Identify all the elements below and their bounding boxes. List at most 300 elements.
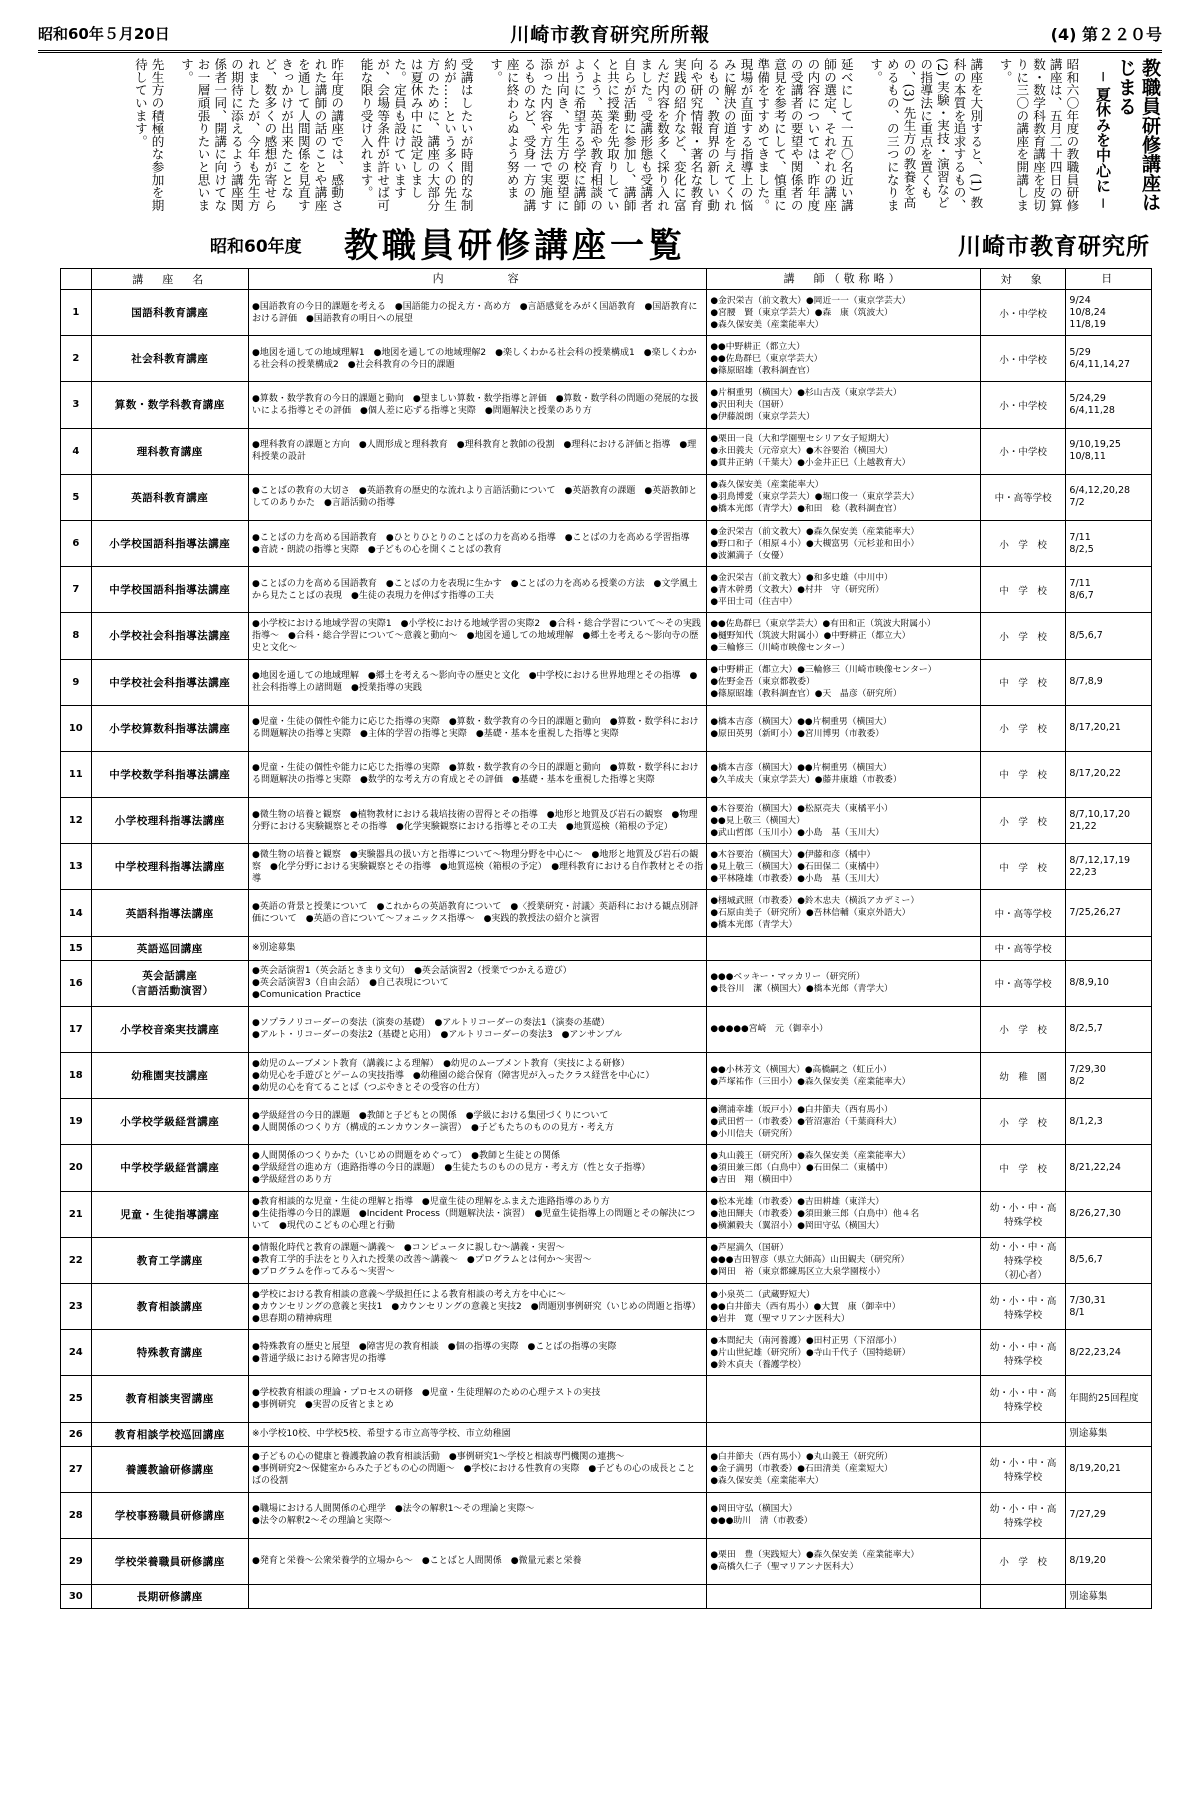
course-number — [61, 1099, 92, 1145]
course-name-text: 英語巡回講座 — [136, 942, 203, 955]
course-instructors-text: ●橋本吉彦（横国大）●●片桐重男（横国大） ●原田英男（新町小）●宮川博男（市教委） — [710, 717, 892, 740]
course-instructors-text: ●●●●●宮崎 元（御幸小） — [710, 1024, 828, 1035]
course-target — [980, 567, 1066, 613]
course-number — [61, 1237, 92, 1283]
course-dates-text: 8/19,20,21 — [1069, 1463, 1121, 1475]
course-name-text: 理科教育講座 — [136, 445, 203, 458]
course-dates — [1066, 798, 1152, 844]
course-number-text: 23 — [68, 1301, 83, 1313]
course-dates-text: 8/7,8,9 — [1069, 676, 1103, 688]
course-content-text: ●小学校における地域学習の実際1 ●小学校における地域学習の実際2 ●合科・総合学習について〜その実践指導〜 ●合科・総合学習について〜意義と動向〜 ●地図を通しての地域理解 ●郷土を考える〜影向寺の歴史と文化〜 — [251, 618, 701, 653]
course-instructors — [707, 474, 981, 520]
course-dates — [1066, 751, 1152, 797]
course-dates — [1066, 1492, 1152, 1538]
course-instructors-text: ●溯浦幸雄（坂戸小）●白井節夫（西有馬小） ●武田哲一（市教委）●菅沼憲治（千葉商科大） ●小川信夫（研究所） — [710, 1104, 902, 1139]
course-name — [91, 1330, 248, 1376]
course-number — [61, 890, 92, 936]
course-content-text: ●英語の背景と授業について ●これからの英語教育について ●〈授業研究・討議〉英語科における観点別評価について ●英語の音について〜フォニックス指導〜 ●実践的教授法の紹介と演習 — [251, 902, 699, 925]
article-body — [38, 58, 1162, 212]
course-instructors — [707, 751, 981, 797]
course-number-text: 6 — [72, 538, 80, 550]
course-name — [91, 567, 248, 613]
course-target — [980, 1422, 1066, 1446]
course-name-text: 教育工学講座 — [136, 1254, 203, 1267]
course-dates — [1066, 705, 1152, 751]
course-dates-text: 6/4,12,20,28 7/2 — [1069, 485, 1131, 509]
course-instructors-text: ●金沢栄吉（前文教大）●森久保安美（産業能率大） ●野口和子（相原４小）●大槻富男（元杉並和田小） ●波瀬満子（女優） — [710, 526, 920, 561]
course-name-text: 長期研修講座 — [136, 1591, 203, 1604]
course-content — [248, 1446, 706, 1492]
course-name — [91, 474, 248, 520]
course-content-text: ●子どもの心の健康と養護教諭の教育相談活動 ●事例研究1〜学校と相談専門機関の連携〜 ●事例研究2〜保健室からみた子どもの心の問題〜 ●学校における性教育の実際 ●子どもの心の成長とことばの役割 — [251, 1452, 696, 1487]
course-dates-text: 8/19,20 — [1069, 1555, 1106, 1567]
course-number — [61, 1422, 92, 1446]
course-dates — [1066, 1376, 1152, 1422]
course-dates-text: 8/22,23,24 — [1069, 1346, 1121, 1358]
course-dates-text: 年間約25回程度 — [1069, 1392, 1139, 1404]
course-instructors — [707, 1099, 981, 1145]
course-instructors — [707, 936, 981, 960]
course-dates-text: 別途募集 — [1069, 1590, 1108, 1602]
course-name-text: 英会話講座 （言語活動演習） — [125, 970, 214, 998]
course-number — [61, 1006, 92, 1052]
course-content-text: ●学校教育相談の理論・プロセスの研修 ●児童・生徒理解のための心理テストの実技 ●事例研究 ●実習の反省とまとめ — [251, 1387, 601, 1410]
course-target-text: 幼・小・中・高 特殊学校 （初心者） — [989, 1242, 1057, 1282]
course-number-text: 24 — [68, 1347, 83, 1359]
course-name — [91, 1099, 248, 1145]
course-target-text: 小 学 校 — [999, 724, 1047, 736]
course-content-text: ●ことばの力を高める国語教育 ●ことばの力を表現に生かす ●ことばの力を高める授業の方法 ●文学風土から見たことばの表現 ●生徒の表現力を伸ばす指導の工夫 — [251, 578, 698, 601]
course-instructors-text: ●金沢栄吉（前文教大）●和多史雄（中川中） ●青木幹勇（文教大）●村井 守（研究所） ●平田士司（住吉中） — [710, 572, 893, 607]
banner-title: 教職員研修講座一覧 — [344, 226, 686, 266]
course-content-text: ●ことばの力を高める国語教育 ●ひとりひとりのことばの力を高める指導 ●ことばの力を高める学習指導 ●音読・朗読の指導と実際 ●子どもの心を開くことばの教育 — [251, 532, 699, 555]
course-name — [91, 1006, 248, 1052]
table-row — [61, 1191, 1152, 1237]
course-name — [91, 382, 248, 428]
course-content — [248, 1376, 706, 1422]
course-name — [91, 1145, 248, 1191]
course-name-text: 小学校算数科指導法講座 — [109, 722, 231, 735]
course-number-text: 25 — [68, 1393, 83, 1405]
course-target — [980, 520, 1066, 566]
course-content-text: ●児童・生徒の個性や能力に応じた指導の実際 ●算数・数学教育の今日的課題と動向 ●算数・数学科における問題解決の指導と実際 ●主体的学習の指導と実際 ●基礎・基本を重視した指導と実際 — [251, 717, 699, 740]
article-paragraph: 先生方の積極的な参加を期待しています。 — [132, 58, 165, 212]
course-number — [61, 382, 92, 428]
course-number-text: 30 — [68, 1591, 83, 1603]
course-name-text: 中学校学級経営講座 — [120, 1162, 220, 1175]
course-number-text: 3 — [72, 399, 80, 411]
table-row — [61, 890, 1152, 936]
table-row — [61, 567, 1152, 613]
course-target-text: 幼 稚 園 — [999, 1071, 1047, 1083]
course-name — [91, 659, 248, 705]
course-number — [61, 659, 92, 705]
course-table — [60, 268, 1152, 1609]
course-dates-text: 8/1,2,3 — [1069, 1115, 1103, 1127]
course-name — [91, 1422, 248, 1446]
course-name-text: 国語科教育講座 — [131, 307, 209, 320]
course-dates — [1066, 1191, 1152, 1237]
table-row — [61, 705, 1152, 751]
course-content — [248, 1538, 706, 1584]
course-dates — [1066, 1145, 1152, 1191]
course-name-text: 教育相談学校巡回講座 — [114, 1428, 225, 1441]
issue-number: (4) 第２２０号 — [1050, 24, 1162, 44]
course-content — [248, 798, 706, 844]
course-dates-text: 9/24 10/8,24 11/8,19 — [1069, 294, 1106, 330]
table-row — [61, 1422, 1152, 1446]
course-number-text: 17 — [68, 1023, 83, 1035]
course-instructors — [707, 1283, 981, 1329]
table-row — [61, 1099, 1152, 1145]
course-number — [61, 751, 92, 797]
course-instructors — [707, 890, 981, 936]
course-number-text: 7 — [72, 584, 80, 596]
course-content-text: ●職場における人間関係の心理学 ●法令の解釈1〜その理論と実際〜 ●法令の解釈2〜その理論と実際〜 — [251, 1504, 535, 1527]
course-target — [980, 705, 1066, 751]
course-name — [91, 705, 248, 751]
course-name-text: 中学校社会科指導法講座 — [109, 676, 231, 689]
course-name — [91, 960, 248, 1006]
course-number — [61, 1145, 92, 1191]
course-list-banner — [38, 218, 1162, 266]
header-dates: 日 — [1066, 269, 1152, 290]
course-name — [91, 751, 248, 797]
table-row — [61, 428, 1152, 474]
course-dates — [1066, 1446, 1152, 1492]
course-target — [980, 428, 1066, 474]
course-target — [980, 290, 1066, 336]
table-row — [61, 798, 1152, 844]
course-dates — [1066, 428, 1152, 474]
course-content-text: ●幼児のムーブメント教育（講義による理解） ●幼児のムーブメント教育（実技による研修） ●幼児心を手遊びとゲームの実技指導 ●幼稚園の総合保育（障害児が入ったクラス経営を中心に） ●幼児の心を育てることば（つぶやきとその受容の仕方） — [251, 1058, 655, 1093]
course-instructors — [707, 520, 981, 566]
course-name — [91, 1538, 248, 1584]
course-target — [980, 844, 1066, 890]
course-target-text: 幼・小・中・高 特殊学校 — [989, 1295, 1057, 1321]
course-target — [980, 613, 1066, 659]
course-content-text: ●児童・生徒の個性や能力に応じた指導の実際 ●算数・数学教育の今日的課題と動向 ●算数・数学科における問題解決の指導と実際 ●数学的な考え方の育成とその評価 ●基礎・基本を重視した指導と実際 — [251, 763, 699, 786]
course-target-text: 中 学 校 — [999, 862, 1047, 874]
table-row — [61, 474, 1152, 520]
course-target-text: 小・中学校 — [999, 400, 1047, 412]
course-name — [91, 613, 248, 659]
course-number-text: 15 — [68, 942, 83, 954]
course-instructors-text: ●●●ベッキー・マッカリー（研究所） ●長谷川 潔（横国大）●橋本光郎（青学大） — [710, 972, 893, 995]
course-name — [91, 1283, 248, 1329]
course-target-text: 幼・小・中・高 特殊学校 — [989, 1341, 1057, 1367]
course-content — [248, 936, 706, 960]
course-dates — [1066, 290, 1152, 336]
course-content — [248, 659, 706, 705]
course-content-text: ●地図を通しての地域理解 ●郷土を考える〜影向寺の歴史と文化 ●中学校における世界地理とその指導 ●社会科指導上の諸問題 ●授業指導の実践 — [251, 671, 698, 694]
course-content — [248, 520, 706, 566]
course-content — [248, 1006, 706, 1052]
course-instructors-text: ●木谷要治（横国大）●伊藤和彦（橘中） ●見上敬三（横国大）●石田保二（東橘中） ●平林隆雄（市教委）●小島 基（玉川大） — [710, 849, 885, 884]
course-number-text: 10 — [68, 722, 83, 734]
course-instructors-text: ●白井節夫（西有馬小）●丸山義王（研究所） ●金子満男（市教委）●石田清美（産業短大） ●森久保安美（産業能率大） — [710, 1452, 893, 1487]
course-dates-text: 8/26,27,30 — [1069, 1208, 1121, 1220]
course-instructors-text: ●橋本吉彦（横国大）●●片桐重男（横国大） ●久羊成夫（東京学芸大）●藤井康雄（市教委） — [710, 763, 902, 786]
course-target — [980, 936, 1066, 960]
course-number — [61, 705, 92, 751]
course-instructors-text: ●栗田一良（大和学園聖セシリア女子短期大） ●永田義夫（元帝京大）●木谷要治（横国大） ●貫井正納（千葉大）●小金井正巳（上越教育大） — [710, 434, 911, 469]
article-subtitle: ─ 夏休みを中心に ─ — [1094, 72, 1112, 208]
course-instructors-text: ●●中野耕正（都立大） ●●佐島群巳（東京学芸大） ●篠原昭雄（教科調査官） — [710, 341, 823, 376]
course-instructors-text: ●●佐島群巳（東京学芸大）●有田和正（筑波大附属小） ●樋野知代（筑波大附属小）●中野耕正（都立大） ●三輪修三（川崎市映像センター） — [710, 618, 936, 653]
course-content — [248, 1145, 706, 1191]
table-row — [61, 1053, 1152, 1099]
course-name — [91, 798, 248, 844]
course-target-text: 幼・小・中・高 特殊学校 — [989, 1504, 1057, 1530]
table-row — [61, 1283, 1152, 1329]
course-target-text: 幼・小・中・高 特殊学校 — [989, 1458, 1057, 1484]
course-name — [91, 290, 248, 336]
course-content — [248, 1191, 706, 1237]
course-target — [980, 798, 1066, 844]
course-dates-text: 7/30,31 8/1 — [1069, 1294, 1106, 1318]
course-content — [248, 1053, 706, 1099]
course-content-text: ●人間関係のつくりかた（いじめの問題をめぐって） ●教師と生徒との関係 ●学級経営の進め方（進路指導の今日的課題） ●生徒たちのものの見方・考え方（性と女子指導） ●学級経営のあり方 — [251, 1150, 651, 1185]
course-content — [248, 890, 706, 936]
course-target-text: 中 学 校 — [999, 678, 1047, 690]
course-number — [61, 960, 92, 1006]
course-number — [61, 1053, 92, 1099]
course-number-text: 4 — [72, 445, 80, 457]
course-content — [248, 474, 706, 520]
table-row — [61, 1145, 1152, 1191]
course-instructors — [707, 382, 981, 428]
course-instructors — [707, 1237, 981, 1283]
course-dates — [1066, 1330, 1152, 1376]
course-number — [61, 613, 92, 659]
course-number — [61, 1330, 92, 1376]
course-dates-text: 8/8,9,10 — [1069, 977, 1109, 989]
table-row — [61, 1585, 1152, 1609]
course-dates-text: 7/29,30 8/2 — [1069, 1063, 1106, 1087]
course-dates-text: 8/7,12,17,19 22,23 — [1069, 854, 1131, 878]
course-name-text: 学校事務職員研修講座 — [114, 1509, 225, 1522]
course-dates — [1066, 1099, 1152, 1145]
course-target — [980, 474, 1066, 520]
course-number-text: 21 — [68, 1208, 83, 1220]
course-name-text: 算数・数学科教育講座 — [114, 399, 225, 412]
course-instructors — [707, 960, 981, 1006]
course-number-text: 2 — [72, 353, 80, 365]
course-instructors — [707, 1191, 981, 1237]
article — [38, 58, 1162, 218]
course-dates-text: 7/27,29 — [1069, 1509, 1106, 1521]
issue-date: 昭和60年５月20日 — [38, 24, 170, 43]
table-row — [61, 960, 1152, 1006]
course-dates-text: 8/2,5,7 — [1069, 1023, 1103, 1035]
course-name — [91, 1191, 248, 1237]
course-name-text: 中学校数学科指導法講座 — [109, 768, 231, 781]
course-target-text: 中・高等学校 — [994, 493, 1052, 505]
course-target — [980, 1283, 1066, 1329]
course-name — [91, 844, 248, 890]
course-number — [61, 1585, 92, 1609]
course-dates-text: 8/5,6,7 — [1069, 629, 1103, 641]
table-row — [61, 1330, 1152, 1376]
course-target-text: 小 学 校 — [999, 631, 1047, 643]
course-dates-text: 8/21,22,24 — [1069, 1161, 1121, 1173]
course-instructors — [707, 1376, 981, 1422]
course-content-text: ●ソプラノリコーダーの奏法（演奏の基礎） ●アルトリコーダーの奏法1（演奏の基礎） ●アルト・リコーダーの奏法2（基礎と応用） ●アルトリコーダーの奏法3 ●アンサンブル — [251, 1018, 623, 1041]
course-dates-text: 5/24,29 6/4,11,28 — [1069, 392, 1115, 416]
course-name — [91, 1053, 248, 1099]
course-instructors — [707, 798, 981, 844]
table-header-row — [61, 269, 1152, 290]
course-instructors — [707, 428, 981, 474]
course-dates — [1066, 474, 1152, 520]
course-content — [248, 290, 706, 336]
course-instructors-text: ●松本光雄（市教委）●吉田耕雄（東洋大） ●池田輝夫（市教委）●須田兼三郎（白鳥中）他４名 ●横瀬毅夫（翼沼小）●岡田守弘（横国大） — [710, 1197, 920, 1232]
course-name-text: 養護教諭研修講座 — [125, 1463, 214, 1476]
course-instructors-text: ●岡田守弘（横国大） ●●●助川 清（市教委） — [710, 1504, 813, 1527]
course-instructors — [707, 1538, 981, 1584]
table-row — [61, 844, 1152, 890]
table-row — [61, 382, 1152, 428]
course-content — [248, 1330, 706, 1376]
course-dates-text: 7/11 8/6,7 — [1069, 577, 1094, 601]
course-name-text: 教育相談実習講座 — [125, 1393, 214, 1406]
course-content-text: ●学校における教育相談の意義〜学級担任による教育相談の考え方を中心に〜 ●カウンセリングの意義と実技1 ●カウンセリングの意義と実技2 ●問題別事例研究（いじめの問題と指導） ●思春期の精神病理 — [251, 1289, 697, 1324]
course-content — [248, 1492, 706, 1538]
course-content-text: ●理科教育の課題と方向 ●人間形成と理科教育 ●理科教育と教師の役割 ●理科における評価と指導 ●理科授業の設計 — [251, 440, 697, 463]
course-target — [980, 1006, 1066, 1052]
table-row — [61, 613, 1152, 659]
course-instructors-text: ●木谷要治（横国大）●松原亮夫（東橘平小） ●●見上敬三（横国大） ●武山哲郎（玉川小）●小島 基（玉川大） — [710, 803, 893, 838]
course-name — [91, 1446, 248, 1492]
course-instructors — [707, 613, 981, 659]
table-row — [61, 336, 1152, 382]
course-number-text: 22 — [68, 1254, 83, 1266]
header-target: 対 象 — [980, 269, 1066, 290]
course-dates — [1066, 336, 1152, 382]
course-target — [980, 1099, 1066, 1145]
table-row — [61, 936, 1152, 960]
course-content-text: ※別途募集 — [251, 943, 296, 954]
course-number — [61, 1191, 92, 1237]
article-paragraph: 講座を大別すると、(1) 教科の本質を追求するもの、(2) 実験・実技・演習などの指導法に重点を置くもの、(3) 先生方の教養を高めるもの、の三つになります。 — [868, 58, 984, 212]
course-target — [980, 1053, 1066, 1099]
course-target-text: 小 学 校 — [999, 539, 1047, 551]
course-number-text: 29 — [68, 1555, 83, 1567]
course-instructors-text: ●小泉英二（武蔵野短大） ●●白井節夫（西有馬小）●大賀 康（御幸中） ●岩井 寛（聖マリアンナ医科大） — [710, 1289, 901, 1324]
article-title: 教職員研修講座はじまる — [1115, 58, 1161, 212]
course-number-text: 20 — [68, 1162, 83, 1174]
course-content-text: ●特殊教育の歴史と展望 ●障害児の教育相談 ●個の指導の実際 ●ことばの指導の実際 ●普通学級における障害児の指導 — [251, 1341, 617, 1364]
course-target-text: 中・高等学校 — [994, 944, 1052, 956]
table-row — [61, 1492, 1152, 1538]
course-number-text: 19 — [68, 1116, 83, 1128]
table-row — [61, 1446, 1152, 1492]
course-target-text: 中・高等学校 — [994, 909, 1052, 921]
course-dates — [1066, 382, 1152, 428]
course-target — [980, 960, 1066, 1006]
course-name-text: 幼稚園実技講座 — [131, 1070, 209, 1083]
course-number — [61, 290, 92, 336]
course-content-text: ●微生物の培養と観察 ●植物教材における栽培技術の習得とその指導 ●地形と地質及び岩石の観察 ●物理分野における実験観察とその指導 ●化学実験観察における指導とその工夫 ●地質巡検（箱根の予定） — [251, 809, 698, 832]
course-target — [980, 1237, 1066, 1283]
course-number-text: 5 — [72, 491, 80, 503]
table-row — [61, 290, 1152, 336]
course-content — [248, 1237, 706, 1283]
course-content-text: ●英会話演習1（英会話ときまり文句） ●英会話演習2（授業でつかえる遊び） ●英会話演習3（自由会話） ●自己表現について ●Comunication Practice — [251, 966, 572, 1001]
course-name-text: 小学校学級経営講座 — [120, 1116, 220, 1129]
course-number-text: 27 — [68, 1463, 83, 1475]
header-instructors: 講 師（敬称略） — [707, 269, 981, 290]
course-content-text: ●情報化時代と教育の課題〜講義〜 ●コンピュータに親しむ〜講義・実習〜 ●教育工学的手法をとり入れた授業の改善〜講義〜 ●プログラムとは何か〜実習〜 ●プログラムを作ってみる〜実習〜 — [251, 1243, 592, 1278]
course-number — [61, 1492, 92, 1538]
course-name-text: 小学校社会科指導法講座 — [109, 630, 231, 643]
course-name — [91, 890, 248, 936]
table-row — [61, 751, 1152, 797]
course-content — [248, 613, 706, 659]
course-content-text: ●微生物の培養と観察 ●実験器具の扱い方と指導について〜物理分野を中心に〜 ●地形と地質及び岩石の観察 ●化学分野における実験観察とその指導 ●地質巡検（箱根の予定） ●理科教育における自作教材とその指導 — [251, 849, 704, 884]
course-target — [980, 1492, 1066, 1538]
course-instructors — [707, 336, 981, 382]
course-content — [248, 844, 706, 890]
course-content — [248, 382, 706, 428]
course-dates — [1066, 1283, 1152, 1329]
course-dates — [1066, 1585, 1152, 1609]
course-number-text: 1 — [72, 307, 80, 319]
course-name-text: 小学校音楽実技講座 — [120, 1023, 220, 1036]
course-name-text: 児童・生徒指導講座 — [120, 1208, 220, 1221]
course-number-text: 13 — [68, 861, 83, 873]
course-name-text: 特殊教育講座 — [136, 1347, 203, 1360]
course-dates — [1066, 613, 1152, 659]
course-number-text: 8 — [72, 630, 80, 642]
course-target-text: 中 学 校 — [999, 585, 1047, 597]
course-target — [980, 1191, 1066, 1237]
course-instructors-text: ●栩城武照（市教委）●鈴木忠夫（横浜アカデミー） ●石原由美子（研究所）●吾林信輔（東京外語大） ●橋本光郎（青学大） — [710, 896, 920, 931]
course-name — [91, 1237, 248, 1283]
header-content: 内 容 — [248, 269, 706, 290]
course-target-text: 中 学 校 — [999, 1163, 1047, 1175]
course-name-text: 教育相談講座 — [136, 1301, 203, 1314]
course-target-text: 小・中学校 — [999, 308, 1047, 320]
course-number — [61, 1283, 92, 1329]
course-content-text: ●学級経営の今日的課題 ●教師と子どもとの関係 ●学級における集団づくりについて ●人間関係のつくり方（構成的エンカウンター演習） ●子どもたちのものの見方・考え方 — [251, 1110, 614, 1133]
course-content — [248, 960, 706, 1006]
table-row — [61, 659, 1152, 705]
course-name-text: 小学校理科指導法講座 — [114, 815, 225, 828]
course-dates-text: 8/5,6,7 — [1069, 1254, 1103, 1266]
course-target-text: 中 学 校 — [999, 770, 1047, 782]
course-dates-text: 7/11 8/2,5 — [1069, 531, 1094, 555]
course-number — [61, 1538, 92, 1584]
course-content — [248, 1099, 706, 1145]
course-dates — [1066, 844, 1152, 890]
course-number — [61, 474, 92, 520]
course-dates-text: 8/17,20,21 — [1069, 722, 1121, 734]
course-target-text: 小・中学校 — [999, 447, 1047, 459]
course-content-text: ●ことばの教育の大切さ ●英語教育の歴史的な流れより言語活動について ●英語教育の課題 ●英語教師としてのありかた ●言語活動の指導 — [251, 486, 698, 509]
table-row — [61, 1006, 1152, 1052]
course-name-text: 英語科教育講座 — [131, 491, 209, 504]
course-content — [248, 705, 706, 751]
table-row — [61, 1376, 1152, 1422]
course-instructors — [707, 290, 981, 336]
course-instructors — [707, 844, 981, 890]
course-dates — [1066, 890, 1152, 936]
article-paragraph: 昭和六〇年度の教職員研修講座は、五月二十四日の算数・数学科教育講座を皮切りに三〇の講座を開講します。 — [997, 58, 1080, 212]
course-number — [61, 936, 92, 960]
course-target-text: 小 学 校 — [999, 1557, 1047, 1569]
